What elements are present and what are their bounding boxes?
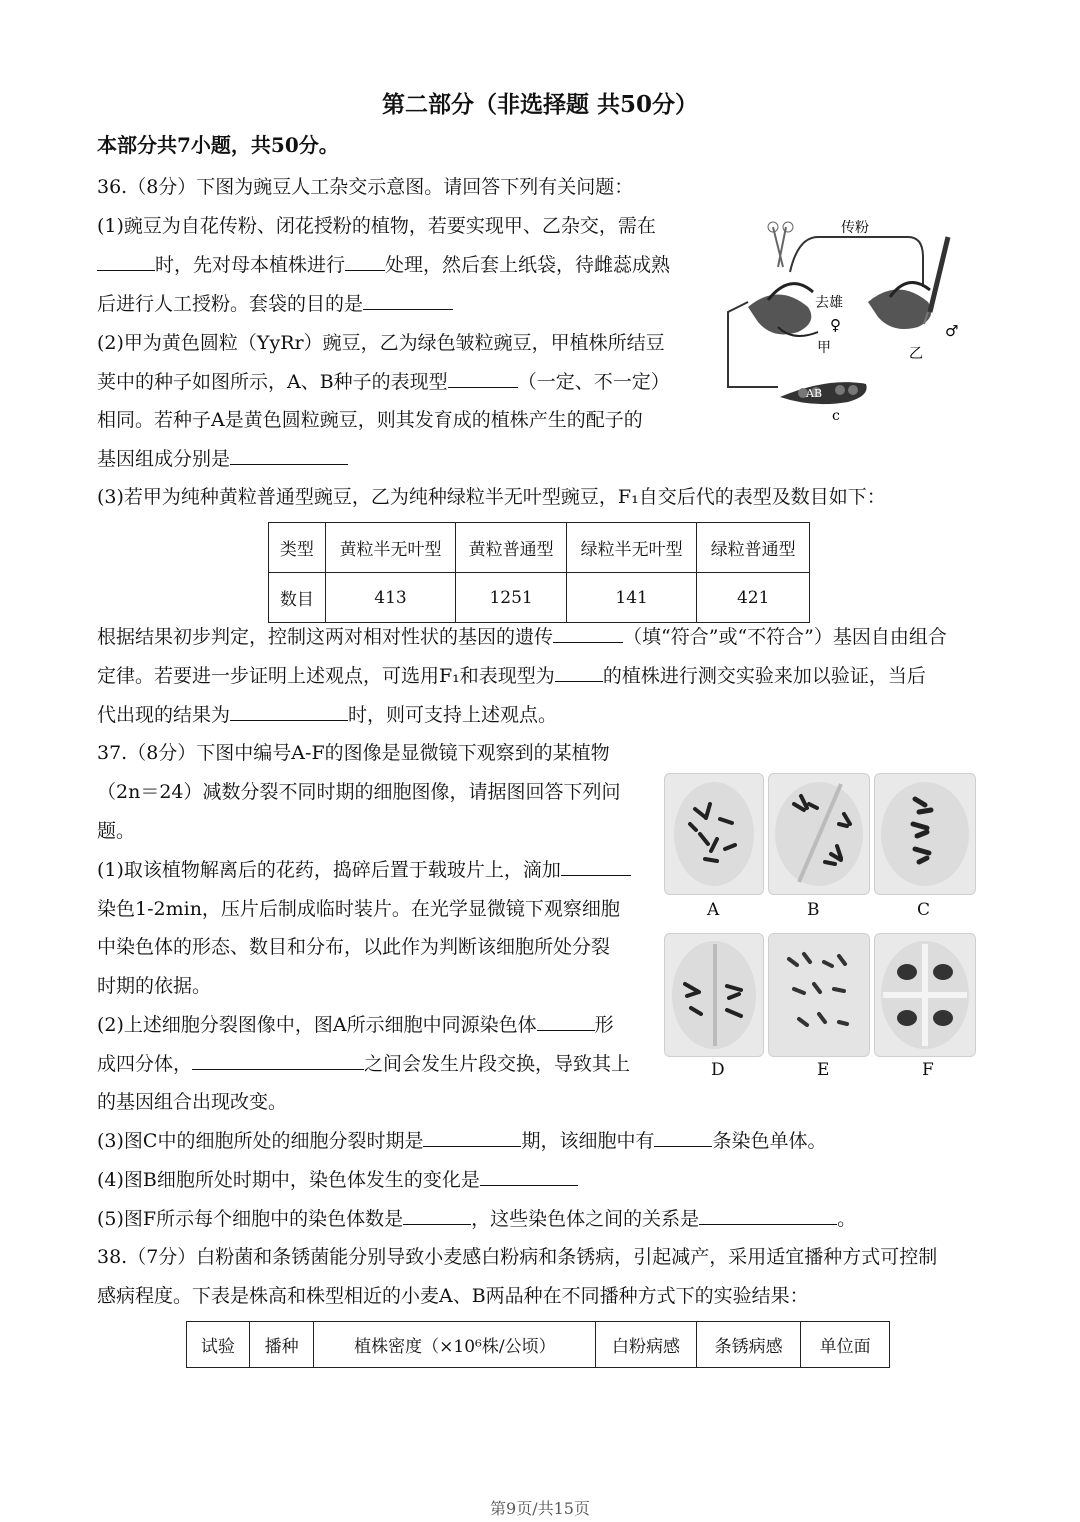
table-cell: 141 bbox=[566, 573, 696, 623]
answer-blank[interactable] bbox=[537, 1014, 595, 1031]
q36-part3-line2: 根据结果初步判定，控制这两对相对性状的基因的遗传 （填“符合”或“不符合”）基因自由组合 bbox=[97, 626, 947, 648]
answer-blank[interactable] bbox=[553, 626, 623, 643]
panel-label-d: D bbox=[711, 1060, 725, 1080]
answer-blank[interactable] bbox=[654, 1130, 712, 1147]
micrograph-b bbox=[768, 773, 870, 895]
q37-part1-line4: 时期的依据。 bbox=[97, 975, 212, 997]
table-header-cell: 试验 bbox=[187, 1322, 250, 1368]
answer-blank[interactable] bbox=[555, 665, 603, 682]
panel-label-f: F bbox=[922, 1060, 934, 1080]
micrograph-d bbox=[664, 933, 764, 1057]
q37-part2-line2: 成四分体， 之间会发生片段交换，导致其上 bbox=[97, 1053, 631, 1075]
q36-part2-line4: 基因组成分别是 bbox=[97, 447, 348, 471]
q36-part2-line1: (2)甲为黄色圆粒（YyRr）豌豆，乙为绿色皱粒豌豆，甲植株所结豆 bbox=[97, 332, 665, 354]
q37-part1-line1: (1)取该植物解离后的花药，捣碎后置于载玻片上，滴加 bbox=[97, 858, 631, 882]
emasculate-label: 去雄 bbox=[815, 295, 843, 311]
table-row-label: 数目 bbox=[269, 573, 326, 623]
q36-part2-line2: 荚中的种子如图所示，A、B种子的表现型 （一定、不一定） bbox=[97, 371, 670, 393]
q36-part3-line4: 代出现的结果为 时，则可支持上述观点。 bbox=[97, 704, 558, 726]
answer-blank[interactable] bbox=[97, 254, 155, 271]
answer-blank[interactable] bbox=[363, 293, 453, 310]
micrograph-a bbox=[664, 773, 764, 895]
q37-line3: 题。 bbox=[97, 820, 136, 842]
plant-yi-label: 乙 bbox=[909, 346, 923, 362]
table-header-cell: 绿粒半无叶型 bbox=[566, 523, 696, 573]
q36-part1-line3: 后进行人工授粉。套袋的目的是 bbox=[97, 292, 453, 316]
q37-heading: 37.（8分）下图中编号A-F的图像是显微镜下观察到的某植物 bbox=[97, 742, 610, 764]
table-header-cell: 单位面 bbox=[801, 1322, 890, 1368]
table-header-row bbox=[187, 1322, 890, 1368]
section-subtitle: 本部分共7小题，共50分。 bbox=[97, 133, 339, 157]
table-header-cell: 类型 bbox=[269, 523, 326, 573]
table-cell: 1251 bbox=[456, 573, 567, 623]
phenotype-table bbox=[268, 522, 810, 623]
answer-blank[interactable] bbox=[345, 254, 385, 271]
q37-part4: (4)图B细胞所处时期中，染色体发生的变化是 bbox=[97, 1168, 578, 1192]
panel-label-e: E bbox=[817, 1060, 830, 1080]
q36-part1-line2: 时，先对母本植株进行 处理，然后套上纸袋，待雌蕊成熟 bbox=[97, 253, 670, 277]
panel-label-c: C bbox=[917, 900, 931, 920]
answer-blank[interactable] bbox=[423, 1130, 521, 1147]
page-title: 第二部分（非选择题 共50分） bbox=[381, 91, 698, 118]
table-header-cell: 条锈病感 bbox=[696, 1322, 801, 1368]
table-header-cell: 白粉病感 bbox=[596, 1322, 697, 1368]
q36-heading: 36.（8分）下图为豌豆人工杂交示意图。请回答下列有关问题： bbox=[97, 176, 634, 198]
panel-label-b: B bbox=[807, 900, 820, 920]
q37-part2-line3: 的基因组合出现改变。 bbox=[97, 1091, 288, 1113]
q36-part2-line3: 相同。若种子A是黄色圆粒豌豆，则其发育成的植株产生的配子的 bbox=[97, 409, 643, 431]
table-header-cell: 黄粒普通型 bbox=[456, 523, 567, 573]
pollination-label: 传粉 bbox=[841, 220, 869, 236]
table-cell: 413 bbox=[325, 573, 455, 623]
pod-c-label: c bbox=[832, 408, 840, 424]
answer-blank[interactable] bbox=[699, 1208, 837, 1225]
table-header-cell: 黄粒半无叶型 bbox=[325, 523, 455, 573]
q36-part1-line1: (1)豌豆为自花传粉、闭花授粉的植物，若要实现甲、乙杂交，需在 bbox=[97, 215, 656, 237]
table-cell: 421 bbox=[697, 573, 810, 623]
q38-line1: 38.（7分）白粉菌和条锈菌能分别导致小麦感白粉病和条锈病，引起减产，采用适宜播种方式可控制 bbox=[97, 1246, 938, 1268]
micrograph-e bbox=[768, 933, 870, 1057]
table-header-cell: 绿粒普通型 bbox=[697, 523, 810, 573]
q37-part5: (5)图F所示每个细胞中的染色体数是 ，这些染色体之间的关系是 。 bbox=[97, 1208, 857, 1230]
seed-ab-label: AB bbox=[806, 387, 823, 400]
answer-blank[interactable] bbox=[192, 1053, 364, 1070]
q36-part3-line1: (3)若甲为纯种黄粒普通型豌豆，乙为纯种绿粒半无叶型豌豆，F₁自交后代的表型及数目如下： bbox=[97, 486, 886, 508]
answer-blank[interactable] bbox=[403, 1208, 471, 1225]
q37-part3: (3)图C中的细胞所处的细胞分裂时期是 期，该细胞中有 条染色单体。 bbox=[97, 1130, 827, 1152]
q37-line2: （2n＝24）减数分裂不同时期的细胞图像，请据图回答下列问 bbox=[97, 781, 621, 803]
page-footer: 第9页/共15页 bbox=[490, 1499, 590, 1518]
answer-blank[interactable] bbox=[480, 1169, 578, 1186]
panel-label-a: A bbox=[707, 900, 720, 920]
micrograph-f bbox=[874, 933, 976, 1057]
answer-blank[interactable] bbox=[230, 448, 348, 465]
table-header-row bbox=[269, 523, 810, 573]
answer-blank[interactable] bbox=[561, 859, 631, 876]
q37-part1-line3: 中染色体的形态、数目和分布，以此作为判断该细胞所处分裂 bbox=[97, 936, 611, 958]
plant-jia-label: 甲 bbox=[817, 340, 831, 356]
pea-pollination-diagram bbox=[718, 212, 980, 430]
answer-blank[interactable] bbox=[448, 371, 518, 388]
q37-part2-line1: (2)上述细胞分裂图像中，图A所示细胞中同源染色体 形 bbox=[97, 1014, 614, 1036]
experiment-table bbox=[186, 1321, 890, 1368]
micrograph-c bbox=[874, 773, 976, 895]
q36-part3-line3: 定律。若要进一步证明上述观点，可选用F₁和表现型为 的植株进行测交实验来加以验证，当后 bbox=[97, 665, 926, 687]
table-header-cell: 播种 bbox=[249, 1322, 314, 1368]
answer-blank[interactable] bbox=[230, 704, 348, 721]
table-header-cell: 植株密度（×10⁶株/公顷） bbox=[314, 1322, 596, 1368]
female-symbol-icon: ♀ bbox=[830, 316, 841, 334]
table-row bbox=[269, 573, 810, 623]
q37-part1-line2: 染色1-2min，压片后制成临时装片。在光学显微镜下观察细胞 bbox=[97, 898, 620, 920]
male-symbol-icon: ♂ bbox=[945, 322, 959, 340]
q38-line2: 感病程度。下表是株高和株型相近的小麦A、B两品种在不同播种方式下的实验结果： bbox=[97, 1285, 809, 1307]
